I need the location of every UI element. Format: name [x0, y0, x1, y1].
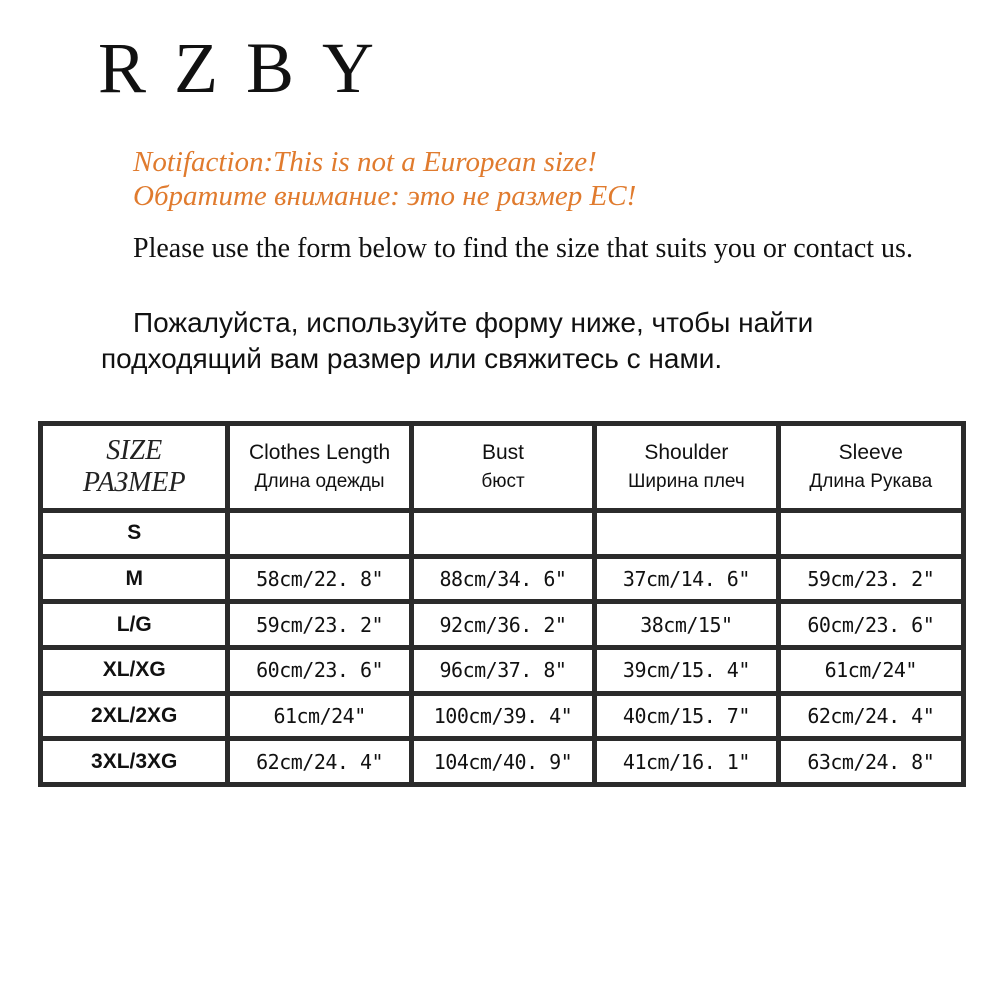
value-cell: 62cm/24. 4"	[230, 741, 408, 782]
column-header-label-ru: Длина Рукава	[809, 471, 933, 492]
intro-text-ru: Пожалуйста, используйте форму ниже, чтобы найти подходящий вам размер или свяжитесь с нами.	[101, 307, 814, 374]
brand-logo: RZBY	[98, 28, 403, 108]
column-header-label-ru: Ширина плеч	[628, 471, 745, 492]
value-cell: 61cm/24"	[781, 650, 961, 691]
size-table-frame	[38, 421, 966, 787]
notice-en: Notifaction:This is not a European size!	[133, 146, 597, 178]
value-cell	[414, 513, 592, 554]
value-cell: 92cm/36. 2"	[414, 604, 592, 645]
size-cell: 3XL/3XG	[43, 741, 225, 782]
size-cell: L/G	[43, 604, 225, 645]
size-cell: M	[43, 559, 225, 600]
size-header-ru: РАЗМЕР	[82, 467, 186, 498]
value-cell: 59cm/23. 2"	[230, 604, 408, 645]
size-table	[38, 421, 966, 787]
table-row	[43, 741, 961, 782]
size-column-header	[43, 426, 225, 508]
value-cell	[597, 513, 775, 554]
value-cell: 96cm/37. 8"	[414, 650, 592, 691]
column-header-shoulder	[597, 426, 775, 508]
intro-text-en: Please use the form below to find the size that suits you or contact us.	[133, 233, 913, 264]
table-row	[43, 559, 961, 600]
value-cell: 60cm/23. 6"	[230, 650, 408, 691]
size-cell: 2XL/2XG	[43, 696, 225, 737]
size-header-en: SIZE	[106, 435, 163, 466]
column-header-clothes-length	[230, 426, 408, 508]
value-cell: 60cm/23. 6"	[781, 604, 961, 645]
value-cell: 40cm/15. 7"	[597, 696, 775, 737]
table-row	[43, 650, 961, 691]
size-cell: S	[43, 513, 225, 554]
value-cell	[781, 513, 961, 554]
table-row	[43, 513, 961, 554]
value-cell: 61cm/24"	[230, 696, 408, 737]
value-cell: 37cm/14. 6"	[597, 559, 775, 600]
column-header-label-ru: Длина одежды	[254, 471, 385, 492]
value-cell: 59cm/23. 2"	[781, 559, 961, 600]
value-cell	[230, 513, 408, 554]
table-header-row	[43, 426, 961, 508]
value-cell: 39cm/15. 4"	[597, 650, 775, 691]
value-cell: 38cm/15"	[597, 604, 775, 645]
size-cell: XL/XG	[43, 650, 225, 691]
column-header-label-en: Bust	[481, 441, 524, 464]
table-row	[43, 696, 961, 737]
value-cell: 104cm/40. 9"	[414, 741, 592, 782]
value-cell: 62cm/24. 4"	[781, 696, 961, 737]
column-header-label-en: Sleeve	[838, 441, 903, 464]
column-header-bust	[414, 426, 592, 508]
notice-ru: Обратите внимание: это не размер ЕС!	[133, 180, 637, 212]
size-notice	[133, 145, 636, 213]
column-header-label-en: Shoulder	[644, 441, 729, 464]
table-row	[43, 604, 961, 645]
value-cell: 41cm/16. 1"	[597, 741, 775, 782]
value-cell: 58cm/22. 8"	[230, 559, 408, 600]
column-header-sleeve	[781, 426, 961, 508]
value-cell: 88cm/34. 6"	[414, 559, 592, 600]
value-cell: 100cm/39. 4"	[414, 696, 592, 737]
column-header-label-en: Clothes Length	[248, 441, 391, 464]
value-cell: 63cm/24. 8"	[781, 741, 961, 782]
column-header-label-ru: бюст	[481, 471, 525, 492]
